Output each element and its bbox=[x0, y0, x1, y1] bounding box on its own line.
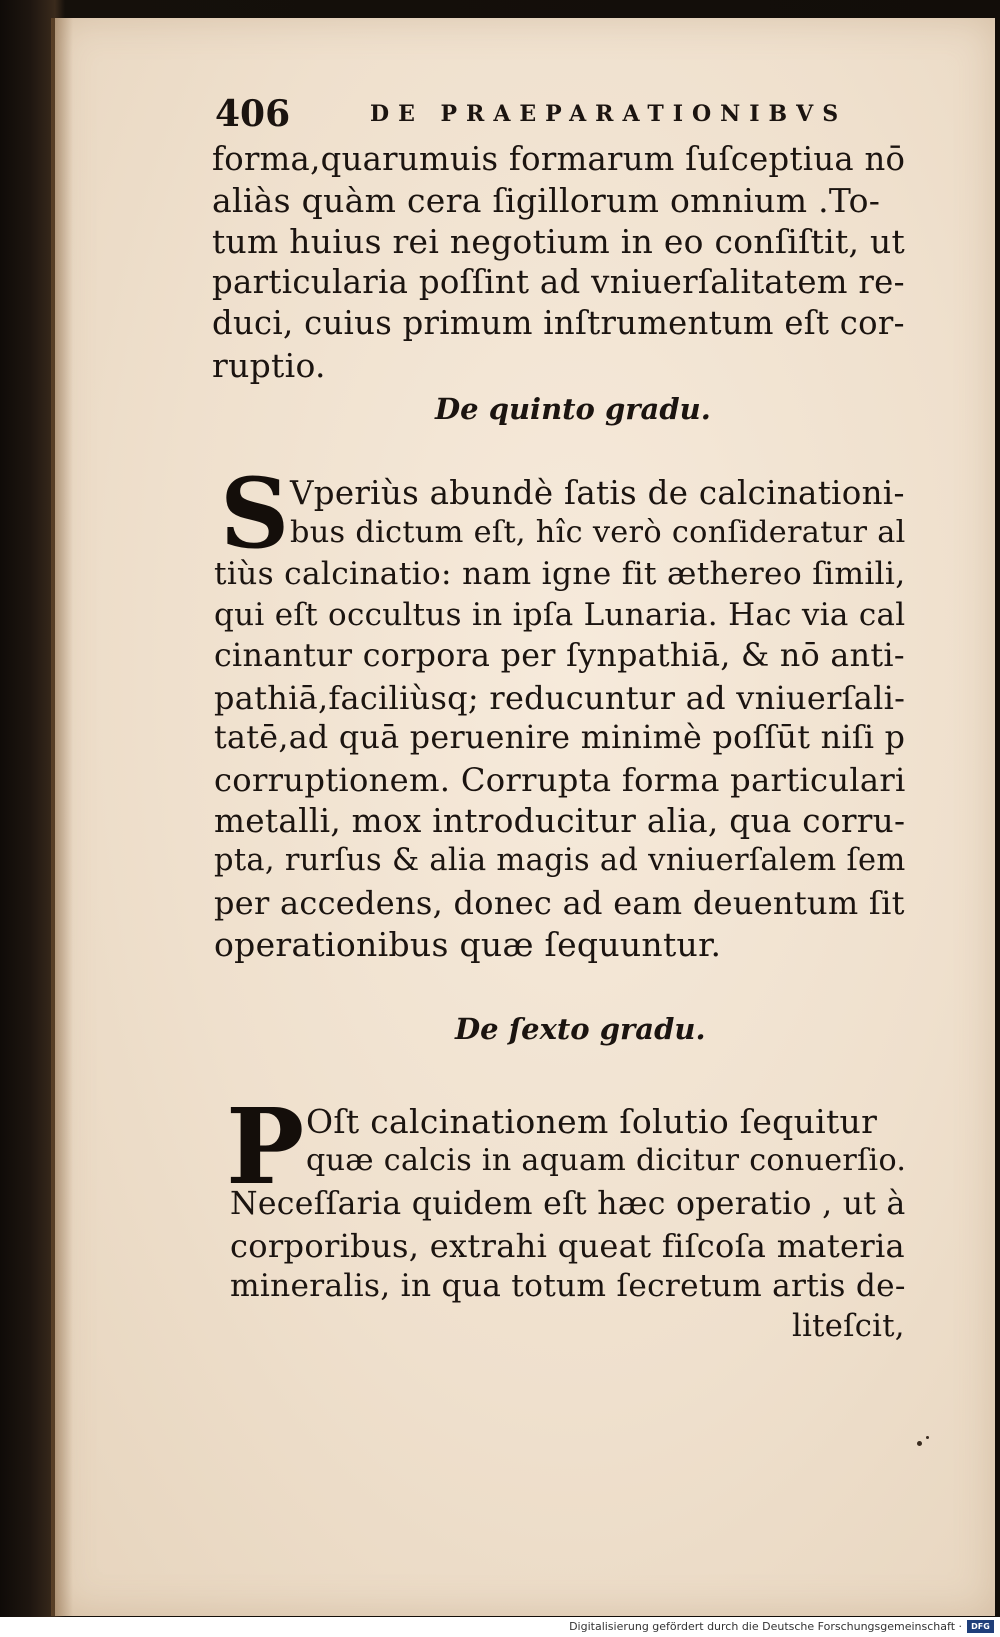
section-heading: De ſexto gradu. bbox=[455, 1012, 706, 1046]
dfg-logo: DFG bbox=[967, 1620, 994, 1633]
text-line: operationibus quæ ſequuntur. bbox=[214, 925, 722, 964]
text-line: cinantur corpora per ſynpathiā, & nō anti- bbox=[214, 638, 905, 674]
page-number: 406 bbox=[215, 93, 291, 135]
text-line: metalli, mox introducitur alia, qua corru- bbox=[214, 802, 906, 840]
text-line: liteſcit, bbox=[792, 1309, 905, 1344]
text-line: pathiā,faciliùsq; reducuntur ad vniuerſali- bbox=[214, 679, 906, 717]
text-line: quæ calcis in aquam dicitur conuerſio. bbox=[306, 1143, 907, 1178]
text-line: qui eſt occultus in ipſa Lunaria. Hac via cal bbox=[214, 597, 906, 633]
text-line: forma,quarumuis formarum ſuſceptiua nō bbox=[212, 140, 906, 178]
text-line: corruptionem. Corrupta forma particulari bbox=[214, 761, 906, 799]
text-line: tiùs calcinatio: nam igne fit æthereo ſimili, bbox=[214, 556, 906, 592]
text-line: pta, rurſus & alia magis ad vniuerſalem ſem bbox=[214, 843, 906, 878]
text-line: Neceſſaria quidem eſt hæc operatio , ut à bbox=[230, 1186, 906, 1222]
text-line: duci, cuius primum inſtrumentum eſt cor- bbox=[212, 304, 905, 342]
text-line: per accedens, donec ad eam deuentum ſit bbox=[214, 884, 905, 922]
digitization-credit: Digitalisierung gefördert durch die Deutsche Forschungsgemeinschaft · bbox=[569, 1620, 962, 1633]
running-title: DE PRAEPARATIONIBVS bbox=[370, 101, 848, 127]
text-line: bus dictum eſt, hîc verò conſideratur al bbox=[290, 515, 906, 550]
text-line: mineralis, in qua totum ſecretum artis de- bbox=[230, 1268, 906, 1304]
text-line: Oſt calcinationem ſolutio ſequitur bbox=[306, 1102, 878, 1141]
section-heading: De quinto gradu. bbox=[435, 392, 711, 426]
text-line: particularia poſſint ad vniuerſalitatem re- bbox=[212, 263, 905, 301]
text-line: ruptio. bbox=[212, 346, 326, 385]
ink-speck bbox=[926, 1436, 929, 1439]
text-line: tum huius rei negotium in eo conſiſtit, ut bbox=[212, 222, 906, 261]
text-line: Vperiùs abundè ſatis de calcinationi- bbox=[290, 474, 905, 512]
drop-cap: P bbox=[226, 1085, 305, 1208]
ink-speck bbox=[917, 1441, 922, 1446]
drop-cap: S bbox=[220, 457, 290, 570]
text-line: aliàs quàm cera ſigillorum omnium .To- bbox=[212, 181, 881, 220]
text-line: tatē,ad quā peruenire minimè poſſūt niſi p bbox=[214, 720, 906, 756]
text-line: corporibus, extrahi queat fiſcoſa materia bbox=[230, 1227, 905, 1265]
